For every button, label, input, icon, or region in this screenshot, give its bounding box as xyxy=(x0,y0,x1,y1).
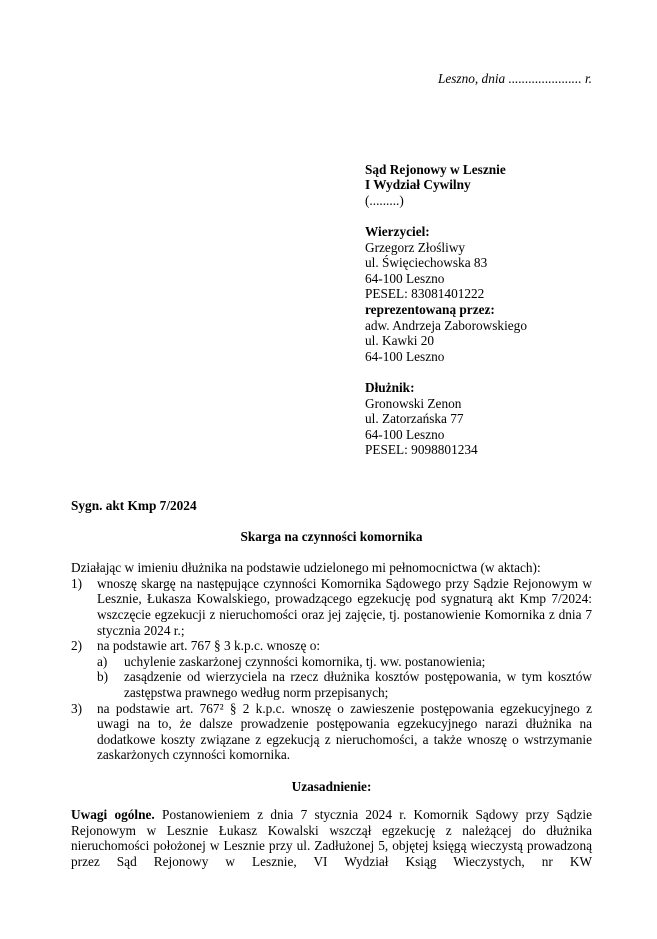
creditor-city: 64-100 Leszno xyxy=(365,270,445,286)
creditor-block xyxy=(365,224,592,364)
item-text: na podstawie art. 767² § 2 k.p.c. wnoszę o zawieszenie postępowania egzekucyjnego z uwagi na to, że dalsze prowadzenie postępowania egzekucyjnego narazi dłużnika na dodatkowe koszty związane z egzekucją z nieruchomości, a także wnoszę o wstrzymanie zaskarżonych czynności komornika. xyxy=(97,700,592,763)
petition-sublist xyxy=(97,654,592,701)
document-title: Skarga na czynności komornika xyxy=(240,529,423,545)
court-block xyxy=(365,162,592,209)
debtor-street: ul. Zatorzańska 77 xyxy=(365,411,464,427)
court-placeholder: (.........) xyxy=(365,192,404,208)
attorney-name: adw. Andrzeja Zaborowskiego xyxy=(365,317,527,333)
creditor-label: Wierzyciel: xyxy=(365,223,430,239)
date-line: Leszno, dnia ...................... r. xyxy=(437,71,592,86)
address-block xyxy=(365,162,592,458)
court-name: Sąd Rejonowy w Lesznie xyxy=(365,161,506,177)
intro-paragraph: Działając w imieniu dłużnika na podstawie udzielonego mi pełnomocnictwa (w aktach): xyxy=(71,560,541,576)
attorney-city: 64-100 Leszno xyxy=(365,348,445,364)
item-marker: 1) xyxy=(71,575,83,591)
court-division: I Wydział Cywilny xyxy=(365,177,471,193)
item-text: wnoszę skargę na następujące czynności Komornika Sądowego przy Sądzie Rejonowym w Lesznie, Łukasza Kowalskiego, prowadzącego egzekucję pod sygnaturą akt Kmp 7/2024: wszczęcie egzekucji z nieruchomości oraz jej zajęcie, tj. postanowienie Komornika z dnia 7 stycznia 2024 r.; xyxy=(97,575,592,638)
list-item-2 xyxy=(71,638,592,654)
list-item-3 xyxy=(71,701,592,763)
justification-heading: Uzasadnienie: xyxy=(291,778,372,794)
item-marker: 2) xyxy=(71,638,83,654)
debtor-block xyxy=(365,380,592,458)
item-marker: b) xyxy=(97,669,109,685)
creditor-name: Grzegorz Złośliwy xyxy=(365,239,466,255)
sublist-item-a xyxy=(97,654,592,670)
debtor-pesel: PESEL: 9098801234 xyxy=(365,442,478,458)
represented-by-label: reprezentowaną przez: xyxy=(365,301,495,317)
item-text: zasądzenie od wierzyciela na rzecz dłużnika kosztów postępowania, w tym kosztów zastępstwa prawnego według norm przepisanych; xyxy=(124,669,592,700)
general-remarks-paragraph xyxy=(71,807,592,869)
remarks-text: Postanowieniem z dnia 7 stycznia 2024 r. Komornik Sądowy przy Sądzie Rejonowym w Lesznie Łukasz Kowalski wszczął egzekucję z należącej do dłużnika nieruchomości położonej w Lesznie przy ul. Zadłużonej 5, objętej księgą wieczystą prowadzoną przez Sąd Rejonowy w Lesznie, VI Wydział Ksiąg Wieczystych, nr KW xyxy=(71,807,592,869)
debtor-label: Dłużnik: xyxy=(365,379,415,395)
item-marker: 3) xyxy=(71,700,83,716)
debtor-city: 64-100 Leszno xyxy=(365,426,445,442)
remarks-lead: Uwagi ogólne. xyxy=(71,807,155,823)
list-item-1 xyxy=(71,576,592,638)
item-text: na podstawie art. 767 § 3 k.p.c. wnoszę o: xyxy=(97,638,321,654)
case-number: Sygn. akt Kmp 7/2024 xyxy=(71,497,197,513)
creditor-pesel: PESEL: 83081401222 xyxy=(365,286,485,302)
debtor-name: Gronowski Zenon xyxy=(365,395,462,411)
sublist-item-b xyxy=(97,669,592,700)
creditor-street: ul. Święciechowska 83 xyxy=(365,255,488,271)
item-text: uchylenie zaskarżonej czynności komornika, tj. ww. postanowienia; xyxy=(124,653,486,669)
item-marker: a) xyxy=(97,653,108,669)
attorney-street: ul. Kawki 20 xyxy=(365,333,435,349)
petition-list xyxy=(71,576,592,763)
